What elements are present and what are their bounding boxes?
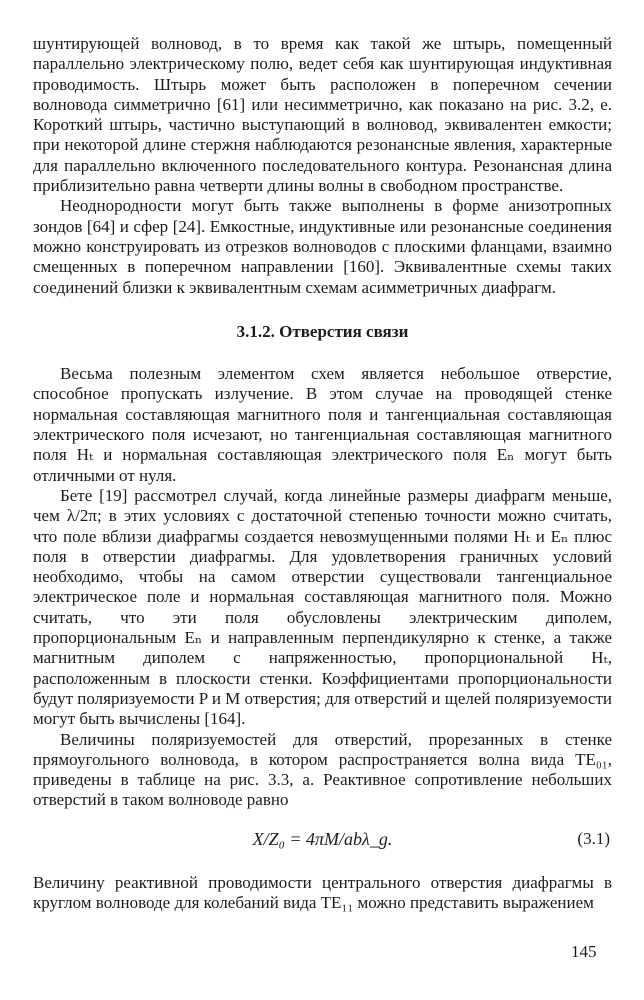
paragraph-1: шунтирующей волновод, в то время как такой же штырь, помещенный параллельно электрическому полю, ведет себя как шунтирующая индуктивная проводимость. Штырь может быть расположен в поперечном сечении волновода симметрично [61] или несимметрично, как показано на рис. 3.2, е. Короткий штырь, частично выступающий в волновод, эквивалентен емкости; при некоторой длине стержня наблюдаются резонансные явления, характерные для параллельно включенного последовательного контура. Резонансная длина приблизительно равна четверти длины волны в свободном пространстве.	[33, 34, 612, 196]
equation-formula: X/Z₀ = 4πM/abλ_g.	[252, 828, 393, 849]
paragraph-5: Величины поляризуемостей для отверстий, прорезанных в стенке прямоугольного волновода, в котором распространяется волна вида TE₀₁, приведены в таблице на рис. 3.3, а. Реактивное сопротивление небольших отверстий в таком волноводе равно	[33, 729, 612, 810]
paragraph-3: Весьма полезным элементом схем является небольшое отверстие, способное пропускать излучение. В этом случае на проводящей стенке нормальная составляющая магнитного поля и тангенциальная составляющая электрического поля исчезают, но тангенциальная составляющая магнитного поля Hₜ и нормальная составляющая электрического поля Eₙ могут быть отличными от нуля.	[33, 364, 612, 485]
page-number: 145	[571, 942, 597, 961]
paragraph-6: Величину реактивной проводимости центрального отверстия диафрагмы в круглом волноводе для колебаний вида TE₁₁ можно представить выражением	[33, 872, 612, 912]
paragraph-4: Бете [19] рассмотрел случай, когда линейные размеры диафрагм меньше, чем λ/2π; в этих условиях с достаточной степенью точности можно считать, что поле вблизи диафрагмы создается невозмущенными полями Hₜ и Eₙ плюс поля в отверстии диафрагмы. Для удовлетворения граничных условий необходимо, чтобы на самом отверстии существовали тангенциальное электрическое поле и нормальная составляющая магнитного поля. Можно считать, что эти поля обусловлены электрическим диполем, пропорциональным Eₙ и направленным перпендикулярно к стенке, а также магнитным диполем с напряженностью, пропорциональной Hₜ, расположенным в плоскости стенки. Коэффициентами пропорциональности будут поляризуемости P и M отверстия; для отверстий и щелей поляризуемости могут быть вычислены [164].	[33, 485, 612, 729]
section-heading: 3.1.2. Отверстия связи	[236, 321, 409, 341]
equation-number: (3.1)	[577, 828, 610, 848]
paragraph-2: Неоднородности могут быть также выполнены в форме анизотропных зондов [64] и сфер [24]. Емкостные, индуктивные или резонансные соединения можно конструировать из отрезков волноводов с плоскими фланцами, взаимно смещенных в поперечном направлении [160]. Эквивалентные схемы таких соединений близки к эквивалентным схемам асимметричных диафрагм.	[33, 196, 612, 297]
equation-block	[33, 821, 612, 861]
